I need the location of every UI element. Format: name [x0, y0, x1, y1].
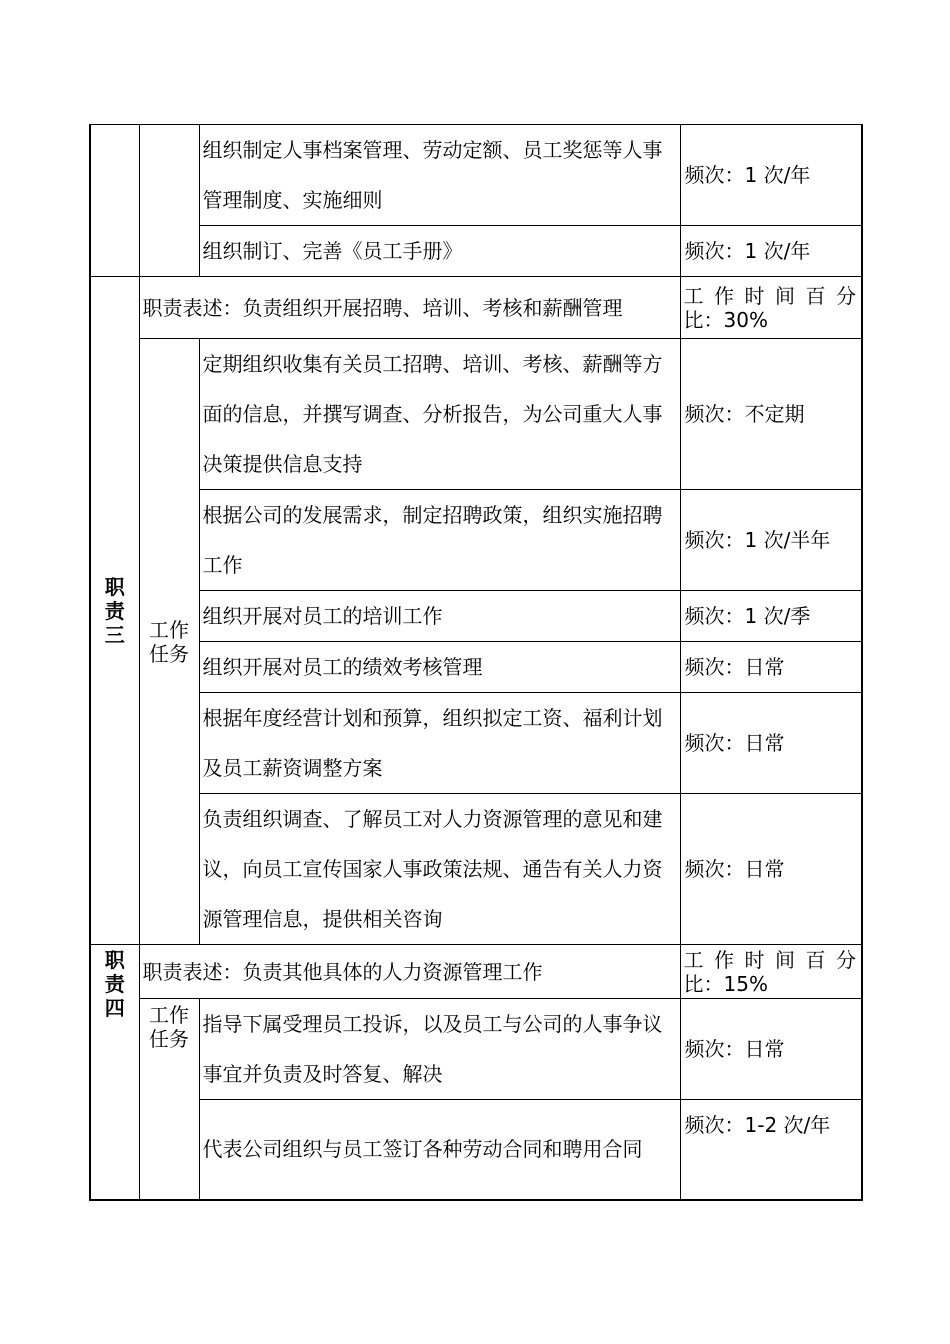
frequency-value: 1 次/年 — [744, 163, 811, 187]
frequency-cell — [680, 125, 862, 226]
task-label-text: 工作任务 — [149, 617, 189, 666]
frequency-cell — [680, 1100, 862, 1200]
task-text: 定期组织收集有关员工招聘、培训、考核、薪酬等方面的信息，并撰写调查、分析报告，为公司重大人事决策提供信息支持 — [199, 339, 680, 490]
duty-description-text: 负责组织开展招聘、培训、考核和薪酬管理 — [242, 295, 623, 320]
task-row — [90, 591, 862, 642]
duty-title — [90, 945, 139, 1200]
duty-description-text: 负责其他具体的人力资源管理工作 — [242, 959, 543, 984]
frequency-value: 日常 — [744, 731, 785, 755]
task-row — [90, 794, 862, 945]
task-text: 根据公司的发展需求，制定招聘政策，组织实施招聘工作 — [199, 490, 680, 591]
frequency-value: 日常 — [744, 655, 785, 679]
frequency-cell — [680, 693, 862, 794]
frequency-cell — [680, 999, 862, 1100]
task-label — [139, 999, 199, 1200]
frequency-cell — [680, 490, 862, 591]
duty-title-text: 职责三 — [104, 574, 125, 647]
task-row — [90, 490, 862, 591]
frequency-value: 日常 — [744, 1037, 785, 1061]
percentage-value: 比：30% — [683, 307, 768, 332]
duty-description — [139, 945, 680, 999]
frequency-label: 频次： — [684, 857, 745, 881]
frequency-cell — [680, 339, 862, 490]
task-text: 组织开展对员工的绩效考核管理 — [199, 642, 680, 693]
task-row — [90, 642, 862, 693]
frequency-cell — [680, 591, 862, 642]
frequency-value: 1 次/半年 — [744, 528, 831, 552]
task-text: 组织开展对员工的培训工作 — [199, 591, 680, 642]
duty-description — [139, 277, 680, 339]
frequency-value: 1 次/季 — [744, 604, 811, 628]
task-text: 组织制订、完善《员工手册》 — [199, 226, 680, 277]
frequency-value: 不定期 — [744, 402, 805, 426]
frequency-cell — [680, 226, 862, 277]
frequency-cell — [680, 642, 862, 693]
duty-table-sheet — [89, 124, 861, 1201]
task-row — [90, 339, 862, 490]
task-text: 根据年度经营计划和预算，组织拟定工资、福利计划及员工薪资调整方案 — [199, 693, 680, 794]
task-row — [90, 125, 862, 226]
frequency-value: 1 次/年 — [744, 239, 811, 263]
frequency-label: 频次： — [684, 731, 745, 755]
task-text: 负责组织调查、了解员工对人力资源管理的意见和建议，向员工宣传国家人事政策法规、通告有关人力资源管理信息，提供相关咨询 — [199, 794, 680, 945]
task-text: 组织制定人事档案管理、劳动定额、员工奖惩等人事管理制度、实施细则 — [199, 125, 680, 226]
frequency-label: 频次： — [684, 604, 745, 628]
task-row — [90, 1100, 862, 1200]
frequency-label: 频次： — [684, 163, 745, 187]
duty-table — [89, 124, 863, 1201]
frequency-label: 频次： — [684, 1037, 745, 1061]
duty-description-row — [90, 945, 862, 999]
percentage-label: 工 作 时 间 百 分 — [683, 283, 858, 308]
duty-description-row — [90, 277, 862, 339]
duty-description-label: 职责表述： — [142, 295, 243, 320]
task-text: 代表公司组织与员工签订各种劳动合同和聘用合同 — [199, 1100, 680, 1200]
task-text: 指导下属受理员工投诉，以及员工与公司的人事争议事宜并负责及时答复、解决 — [199, 999, 680, 1100]
frequency-label: 频次： — [684, 528, 745, 552]
duty-title — [90, 277, 139, 945]
frequency-label: 频次： — [684, 239, 745, 263]
task-label — [139, 339, 199, 945]
duty-title-text: 职责四 — [104, 948, 125, 1020]
subsection-cell-empty — [139, 125, 199, 277]
duty-description-label: 职责表述： — [142, 959, 243, 984]
frequency-label: 频次： — [684, 402, 745, 426]
work-time-percentage — [680, 945, 862, 999]
percentage-value: 比：15% — [683, 971, 768, 996]
frequency-value: 1-2 次/年 — [744, 1113, 831, 1137]
task-row — [90, 226, 862, 277]
work-time-percentage — [680, 277, 862, 339]
task-row — [90, 693, 862, 794]
section-cell-empty — [90, 125, 139, 277]
percentage-label: 工 作 时 间 百 分 — [683, 947, 858, 972]
frequency-label: 频次： — [684, 1113, 745, 1137]
task-row — [90, 999, 862, 1100]
task-label-text: 工作任务 — [149, 1003, 189, 1051]
frequency-cell — [680, 794, 862, 945]
frequency-label: 频次： — [684, 655, 745, 679]
frequency-value: 日常 — [744, 857, 785, 881]
